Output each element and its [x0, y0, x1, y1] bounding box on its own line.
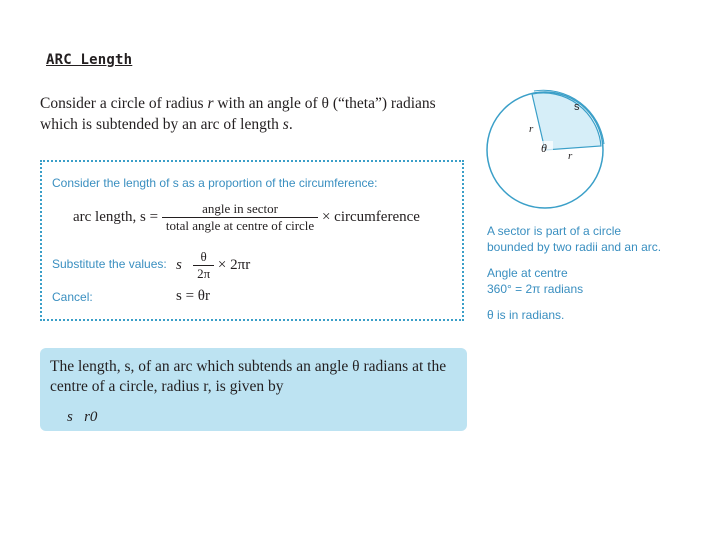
- method-heading: Consider the length of s as a proportion of the circumference:: [52, 176, 378, 190]
- sector-definition: [487, 223, 661, 255]
- radius-label-2: r: [568, 150, 573, 162]
- substitute-denominator: 2π: [193, 265, 214, 282]
- substitute-rest: × 2πr: [217, 256, 251, 273]
- sector-diagram: [482, 86, 622, 221]
- intro-text-part: which is subtended by an arc of length: [40, 116, 283, 133]
- fraction-numerator: angle in sector: [202, 201, 278, 216]
- theta-label: θ: [541, 141, 547, 155]
- angle-at-centre: [487, 265, 583, 297]
- substitute-expression: [176, 249, 250, 282]
- cancel-expression: s = θr: [176, 288, 210, 304]
- sector-definition-line: bounded by two radii and an arc.: [487, 240, 662, 254]
- theta-note: θ is in radians.: [487, 308, 565, 322]
- intro-arc-symbol: s: [282, 116, 289, 133]
- intro-text-part: .: [288, 116, 293, 133]
- result-text: The length, s, of an arc which subtends an angle θ radians at the centre of a circle, radius r, is given by: [50, 358, 447, 395]
- substitute-label: Substitute the values:: [52, 257, 167, 271]
- substitute-s: s: [176, 256, 182, 273]
- arc-length-equation: [73, 201, 420, 234]
- angle-at-centre-line: Angle at centre: [487, 266, 568, 280]
- formula-s: s: [67, 409, 73, 425]
- fraction-denominator: total angle at centre of circle: [162, 217, 318, 234]
- times-circumference: × circumference: [321, 208, 420, 225]
- angle-fraction: [162, 201, 318, 234]
- intro-radius-symbol: r: [207, 95, 214, 112]
- cancel-label: Cancel:: [52, 290, 93, 304]
- angle-at-centre-line: 360° = 2π radians: [487, 282, 584, 296]
- intro-text: [40, 93, 480, 135]
- substitute-numerator: θ: [200, 249, 207, 264]
- intro-text-part: with an angle of θ (“theta”) radians: [213, 95, 436, 112]
- sector-definition-line: A sector is part of a circle: [487, 224, 622, 238]
- radius-label-1: r: [529, 123, 534, 135]
- slide-title: ARC Length: [46, 52, 133, 68]
- arc-label-s: s: [574, 101, 580, 113]
- substitute-fraction: [193, 249, 214, 282]
- result-formula: [67, 409, 97, 426]
- intro-text-part: Consider a circle of radius: [40, 95, 208, 112]
- arc-length-label: arc length, s =: [73, 208, 159, 225]
- formula-rhs: r0: [84, 409, 98, 425]
